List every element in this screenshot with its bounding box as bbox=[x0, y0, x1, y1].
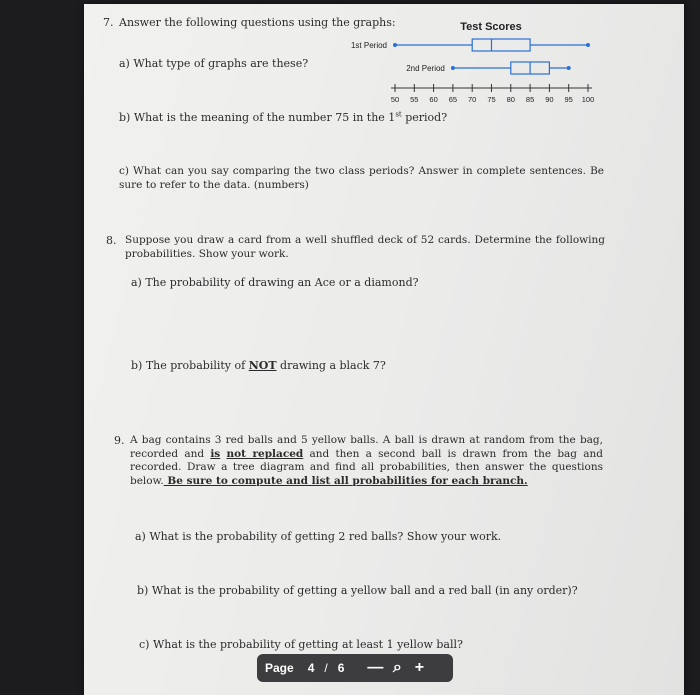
q9-number: 9. bbox=[114, 434, 125, 447]
axis-tick-label: 60 bbox=[429, 95, 438, 104]
total-pages: 6 bbox=[337, 661, 345, 675]
axis-tick-label: 75 bbox=[487, 95, 496, 104]
axis-tick-label: 70 bbox=[468, 95, 477, 104]
axis-tick-label: 55 bbox=[410, 95, 419, 104]
q7-number: 7. bbox=[103, 16, 114, 29]
page-label: Page bbox=[265, 661, 294, 675]
current-page-number[interactable]: 4 bbox=[307, 661, 315, 675]
q7-part-a: a) What type of graphs are these? bbox=[119, 57, 309, 70]
chart-title: Test Scores bbox=[460, 21, 522, 33]
page-navigator bbox=[257, 654, 453, 682]
zoom-in-button[interactable]: + bbox=[414, 659, 425, 676]
q7-part-c: c) What can you say comparing the two class periods? Answer in complete sentences. Be sure to refer to the data. (numbers) bbox=[119, 165, 604, 191]
q8-b-text-2: drawing a black 7? bbox=[276, 359, 386, 372]
q9-is: is bbox=[210, 447, 221, 460]
axis-tick-label: 65 bbox=[448, 95, 458, 104]
axis-tick-label: 95 bbox=[564, 95, 573, 104]
axis-tick-label: 90 bbox=[545, 95, 554, 104]
axis-tick-label: 100 bbox=[581, 95, 595, 104]
q9-part-c: c) What is the probability of getting at least 1 yellow ball? bbox=[139, 638, 463, 651]
q8-part-a: a) The probability of drawing an Ace or a diamond? bbox=[131, 276, 419, 289]
q9-part-b: b) What is the probability of getting a yellow ball and a red ball (in any order)? bbox=[137, 584, 578, 597]
q7-stem: Answer the following questions using the graphs: bbox=[119, 16, 396, 29]
q9-text-1: A bag contains 3 red balls and 5 yellow balls. A ball is drawn at random from the bag, recorded and bbox=[130, 434, 603, 460]
q7-part-b bbox=[119, 111, 447, 125]
q9-not-replaced: not replaced bbox=[226, 447, 304, 460]
q8-b-not: NOT bbox=[248, 359, 277, 372]
q7-b-text-2: period? bbox=[401, 111, 448, 124]
axis-tick-label: 80 bbox=[506, 95, 515, 104]
page-separator: / bbox=[324, 661, 328, 675]
zoom-reset-icon[interactable]: ⌕ bbox=[392, 659, 402, 676]
q8-stem: Suppose you draw a card from a well shuffled deck of 52 cards. Determine the following probabilities. Show your work. bbox=[125, 234, 605, 260]
series-label: 1st Period bbox=[350, 41, 387, 50]
q7-b-text-1: b) What is the meaning of the number 75 in the 1 bbox=[119, 111, 396, 124]
q8-part-b bbox=[131, 359, 386, 373]
axis-tick-label: 50 bbox=[390, 95, 400, 104]
q8-b-text-1: b) The probability of bbox=[131, 359, 249, 372]
q9-part-a: a) What is the probability of getting 2 red balls? Show your work. bbox=[135, 530, 502, 543]
axis-tick-label: 85 bbox=[525, 95, 535, 104]
q9-text-2: and then a second ball is drawn from the bag and recorded. Draw a tree diagram and find all probabilities, then answer the questions below. bbox=[130, 447, 603, 487]
series-label: 2nd Period bbox=[406, 64, 445, 73]
q8-number: 8. bbox=[106, 234, 117, 247]
q9-instruction: Be sure to compute and list all probabilities for each branch. bbox=[163, 474, 528, 487]
q7-b-superscript: st bbox=[395, 110, 402, 119]
zoom-out-button[interactable]: — bbox=[367, 659, 384, 676]
q9-stem bbox=[130, 434, 603, 488]
